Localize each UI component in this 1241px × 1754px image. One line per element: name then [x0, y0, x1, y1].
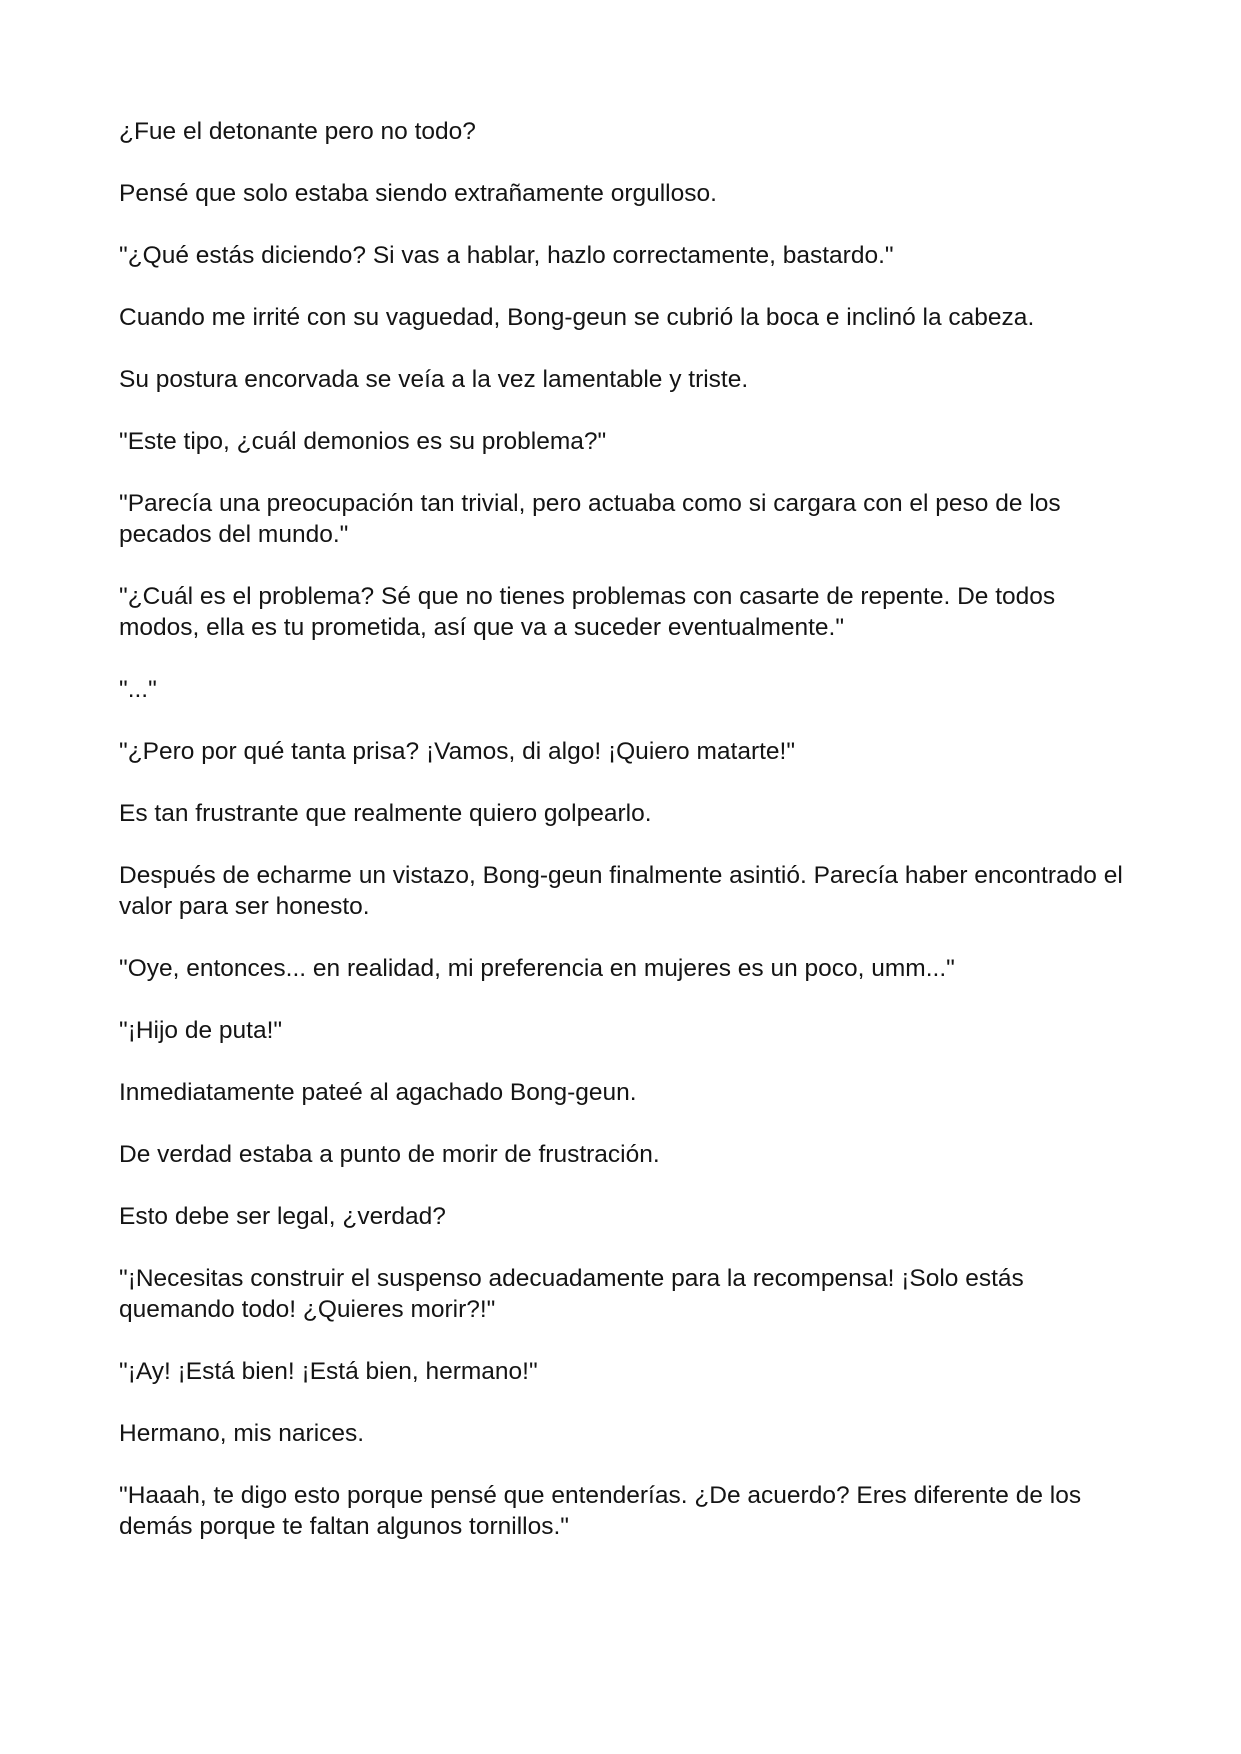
paragraph: "¡Hijo de puta!" — [119, 1017, 283, 1044]
paragraph: "Parecía una preocupación tan trivial, pero actuaba como si cargara con el peso de los pecados del mundo." — [119, 490, 1061, 548]
paragraph: Esto debe ser legal, ¿verdad? — [119, 1203, 446, 1230]
paragraph: Después de echarme un vistazo, Bong-geun finalmente asintió. Parecía haber encontrado el valor para ser honesto. — [119, 862, 1123, 920]
paragraph: Hermano, mis narices. — [119, 1420, 365, 1447]
paragraph: De verdad estaba a punto de morir de frustración. — [119, 1141, 660, 1168]
paragraph: Cuando me irrité con su vaguedad, Bong-geun se cubrió la boca e inclinó la cabeza. — [119, 304, 1035, 331]
paragraph: Inmediatamente pateé al agachado Bong-geun. — [119, 1079, 637, 1106]
paragraph: Pensé que solo estaba siendo extrañamente orgulloso. — [119, 180, 717, 207]
paragraph: "Oye, entonces... en realidad, mi preferencia en mujeres es un poco, umm..." — [119, 955, 955, 982]
paragraph: "¿Cuál es el problema? Sé que no tienes problemas con casarte de repente. De todos modos, ella es tu prometida, así que va a suceder eventualmente." — [119, 583, 1056, 641]
document-body — [119, 116, 1129, 1573]
paragraph: "¿Pero por qué tanta prisa? ¡Vamos, di algo! ¡Quiero matarte!" — [119, 738, 796, 765]
paragraph: "Haaah, te digo esto porque pensé que entenderías. ¿De acuerdo? Eres diferente de los demás porque te faltan algunos tornillos." — [119, 1482, 1082, 1540]
paragraph: ¿Fue el detonante pero no todo? — [119, 118, 476, 145]
paragraph: "..." — [119, 676, 157, 703]
paragraph: "Este tipo, ¿cuál demonios es su problema?" — [119, 428, 607, 455]
paragraph: Su postura encorvada se veía a la vez lamentable y triste. — [119, 366, 749, 393]
paragraph: Es tan frustrante que realmente quiero golpearlo. — [119, 800, 652, 827]
paragraph: "¡Ay! ¡Está bien! ¡Está bien, hermano!" — [119, 1358, 538, 1385]
paragraph: "¡Necesitas construir el suspenso adecuadamente para la recompensa! ¡Solo estás quemando todo! ¿Quieres morir?!" — [119, 1265, 1024, 1323]
paragraph: "¿Qué estás diciendo? Si vas a hablar, hazlo correctamente, bastardo." — [119, 242, 894, 269]
